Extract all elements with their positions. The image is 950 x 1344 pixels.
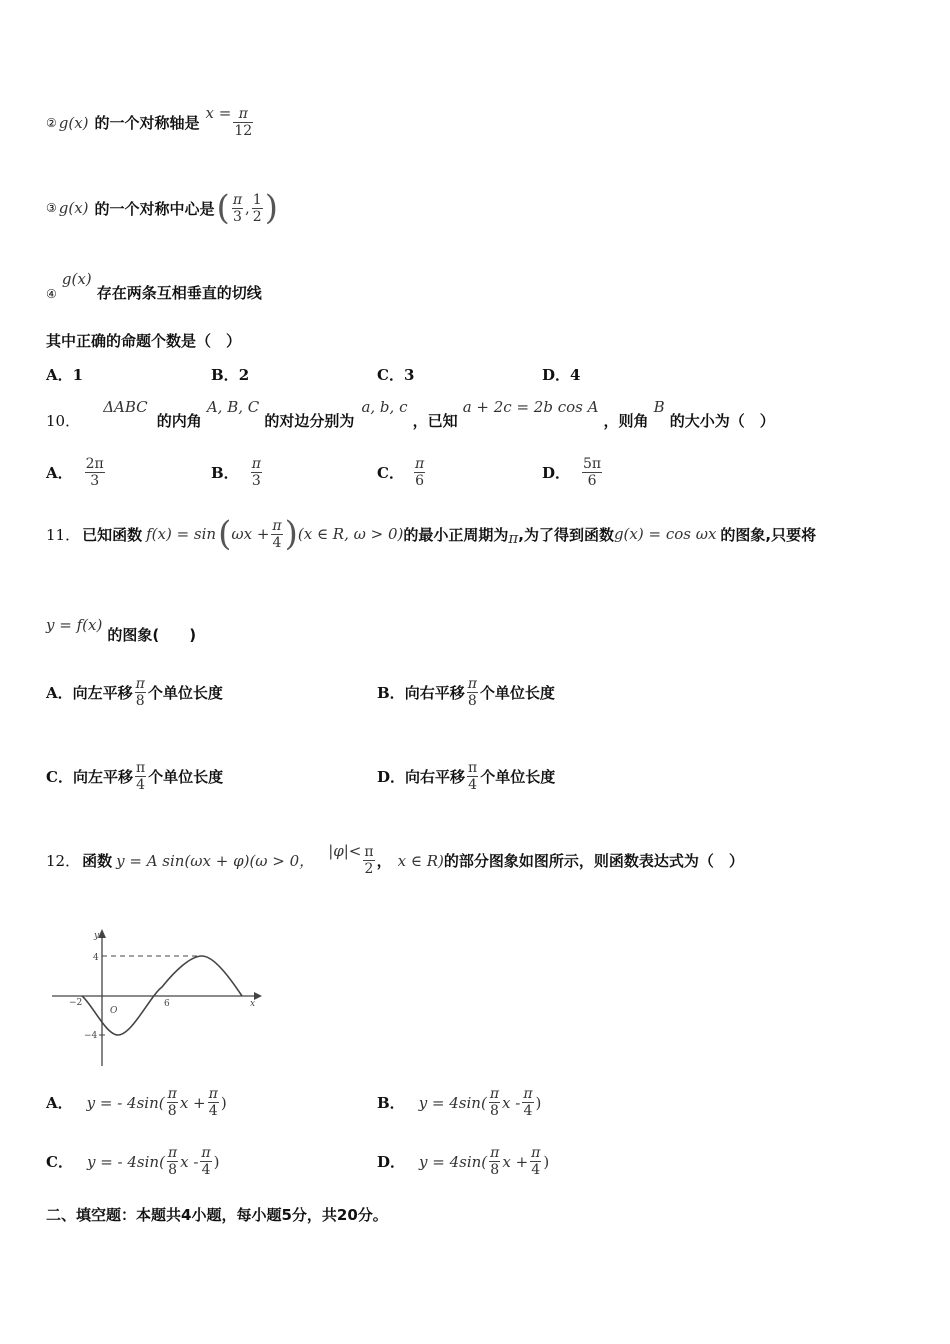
phi-condition: |φ|<: [328, 841, 362, 860]
func-g: g(x): [58, 199, 89, 217]
item-text: 存在两条互相垂直的切线: [96, 284, 262, 302]
q11-stem-cont: [46, 614, 197, 644]
stem-text: ，: [376, 852, 392, 870]
fraction: $\frac{\pi}{3}$: [232, 191, 243, 225]
q12-option-b[interactable]: B． y = 4sin( $\frac{\pi}{8}$ x - $\frac{\pi}{4}$ ): [377, 1086, 542, 1119]
q9-item-2: [46, 103, 255, 139]
item-marker: ③: [46, 201, 57, 215]
item-marker: ②: [46, 115, 57, 130]
fraction: $\frac{\pi}{12}$: [234, 106, 253, 139]
q10-option-b[interactable]: B． $\frac{\pi}{3}$: [211, 456, 261, 489]
q9-option-b[interactable]: B．2: [211, 366, 250, 384]
section-2-heading: 二、填空题：本题共4小题，每小题5分，共20分。: [46, 1206, 388, 1224]
q10-option-d[interactable]: D． $\frac{5\pi}{6}$: [542, 456, 602, 489]
g-expression: g(x) = cos ωx: [613, 525, 717, 543]
stem-text: ，则角: [603, 412, 649, 430]
angle-b: B: [653, 398, 665, 416]
sine-graph: [50, 924, 266, 1070]
stem-text: 的图象( ): [107, 626, 197, 644]
q11-option-d[interactable]: D． 向右平移 $\frac{\pi}{4}$ 个单位长度: [377, 760, 556, 793]
fraction: $\frac{\pi}{4}$: [272, 517, 282, 551]
y-axis-arrow: [98, 929, 106, 938]
x-axis-arrow: [254, 992, 262, 1000]
q11-option-b[interactable]: B． 向右平移 $\frac{\pi}{8}$ 个单位长度: [377, 676, 555, 709]
condition: (x ∈ R, ω > 0): [297, 525, 404, 543]
q9-option-a[interactable]: A．1: [46, 366, 84, 384]
stem-text: ,为了得到函数: [518, 525, 614, 544]
fraction: $\frac{\pi}{2}$: [364, 844, 374, 877]
tick-label-neg4: −4: [84, 1031, 98, 1041]
tick-label-neg2: −2: [69, 998, 83, 1008]
item-text: 的一个对称中心是: [94, 199, 215, 218]
q12-option-c[interactable]: C． y = - 4sin( $\frac{\pi}{8}$ x - $\frac{\pi}{4}$ ): [46, 1145, 220, 1178]
stem-text: 的图象,只要将: [720, 525, 817, 544]
q11-stem: 11． 已知函数 f(x) = sin ( ωx + $\frac{\pi}{4}$ ) (x ∈ R, ω > 0) 的最小正周期为 π ,为了得到函数 g(x) = cos ωx 的图象,只要将: [46, 514, 817, 554]
item-marker: ④: [46, 287, 57, 301]
item-text: 的一个对称轴是: [94, 114, 200, 132]
q10-option-a[interactable]: A． $\frac{2\pi}{3}$: [46, 456, 104, 489]
origin-label: O: [110, 1006, 118, 1016]
angles: A, B, C: [206, 398, 260, 416]
stem-text: ，已知: [412, 412, 458, 430]
q9-item-3: ③ g(x) 的一个对称中心是 ( $\frac{\pi}{3}$ , $\frac{1}{2}$ ): [46, 188, 278, 228]
y-expression: y = f(x): [46, 616, 103, 634]
stem-text: 的对边分别为: [264, 412, 355, 430]
stem-text: 的内角: [156, 412, 202, 430]
question-number: 12．: [46, 852, 81, 870]
func-g: g(x): [58, 113, 89, 132]
sides: a, b, c: [361, 398, 408, 416]
stem-text: 的部分图象如图所示，则函数表达式为（ ）: [443, 852, 744, 870]
stem-text: 的大小为（ ）: [669, 412, 775, 430]
question-number: 10．: [46, 412, 81, 430]
stem-text: 的最小正周期为: [403, 525, 509, 544]
equation: a + 2c = 2b cos A: [462, 398, 599, 416]
stem-text: 已知函数: [82, 525, 143, 544]
q12-stem: [46, 841, 744, 877]
f-expression: f(x) = sin: [146, 525, 217, 543]
q10-option-c[interactable]: C． $\frac{\pi}{6}$: [377, 456, 425, 489]
fraction: $\frac{1}{2}$: [252, 191, 262, 225]
q11-option-a[interactable]: A． 向左平移 $\frac{\pi}{8}$ 个单位长度: [46, 676, 223, 709]
triangle: ΔABC: [103, 398, 148, 416]
q9-option-d[interactable]: D．4: [542, 366, 581, 384]
q9-prompt: 其中正确的命题个数是（ ）: [46, 332, 242, 350]
q10-stem: [46, 396, 775, 430]
tick-label-6: 6: [164, 999, 170, 1009]
q12-option-d[interactable]: D． y = 4sin( $\frac{\pi}{8}$ x + $\frac{\pi}{4}$ ): [377, 1145, 550, 1178]
stem-text: 函数: [82, 852, 113, 870]
x-axis-label: x: [250, 999, 256, 1009]
q9-option-c[interactable]: C．3: [377, 366, 415, 384]
func-g: g(x): [61, 270, 92, 288]
q9-item-4: [46, 268, 262, 302]
y-axis-label: y: [94, 931, 100, 941]
q12-option-a[interactable]: A． y = - 4sin( $\frac{\pi}{8}$ x + $\frac{\pi}{4}$ ): [46, 1086, 227, 1119]
tick-label-4: 4: [93, 953, 99, 963]
domain-condition: x ∈ R): [397, 851, 444, 870]
period: π: [508, 529, 519, 547]
f-argument: ωx +: [231, 525, 270, 543]
function-expression: y = A sin(ωx + φ)(ω > 0，: [116, 852, 315, 870]
question-number: 11．: [46, 525, 81, 544]
q11-option-c[interactable]: C． 向左平移 $\frac{\pi}{4}$ 个单位长度: [46, 760, 224, 793]
axis-lhs: x =: [205, 103, 232, 122]
